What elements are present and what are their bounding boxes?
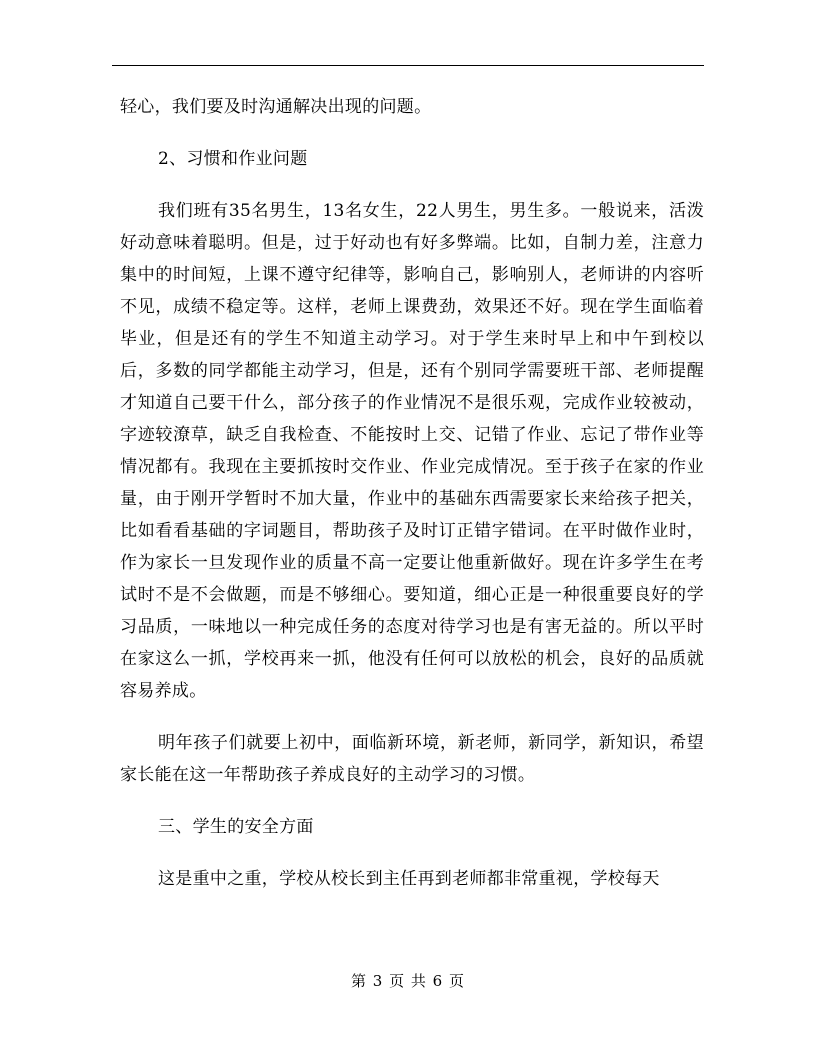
paragraph-gap (120, 707, 704, 727)
paragraph-continuation: 轻心，我们要及时沟通解决出现的问题。 (120, 97, 432, 117)
paragraph-gap (120, 123, 704, 143)
paragraph-gap (120, 175, 704, 195)
paragraph-habits-homework: 我们班有35名男生，13名女生，22人男生，男生多。一般说来，活泼好动意味着聪明。但是，过于好动也有好多弊端。比如，自制力差，注意力集中的时间短，上课不遵守纪律等，影响自己，影响别人，老师讲的内容听不见，成绩不稳定等。这样，老师上课费劲，效果还不好。现在学生面临着毕业，但是还有的学生不知道主动学习。对于学生来时早上和中午到校以后，多数的同学都能主动学习，但是，还有个别同学需要班干部、老师提醒才知道自己要干什么，部分孩子的作业情况不是很乐观，完成作业较被动，字迹较潦草，缺乏自我检查、不能按时上交、记错了作业、忘记了带作业等情况都有。我现在主要抓按时交作业、作业完成情况。至于孩子在家的作业量，由于刚开学暂时不加大量，作业中的基础东西需要家长来给孩子把关，比如看看基础的字词题目，帮助孩子及时订正错字错词。在平时做作业时，作为家长一旦发现作业的质量不高一定要让他重新做好。现在许多学生在考试时不是不会做题，而是不够细心。要知道，细心正是一种很重要良好的学习品质，一味地以一种完成任务的态度对待学习也是有害无益的。所以平时在家这么一抓，学校再来一抓，他没有任何可以放松的机会，良好的品质就容易养成。 (120, 201, 704, 701)
page-footer (0, 970, 816, 992)
header-rule (112, 65, 704, 66)
section-heading-safety: 三、学生的安全方面 (158, 817, 314, 837)
section-heading-habits-homework: 2、习惯和作业问题 (158, 149, 308, 169)
paragraph-gap (120, 791, 704, 811)
paragraph-gap (120, 843, 704, 863)
document-body (120, 91, 704, 895)
paragraph-junior-high: 明年孩子们就要上初中，面临新环境，新老师，新同学，新知识，希望家长能在这一年帮助孩子养成良好的主动学习的习惯。 (120, 733, 704, 785)
paragraph-safety: 这是重中之重，学校从校长到主任再到老师都非常重视，学校每天 (158, 869, 660, 889)
page-number: 第 3 页 共 6 页 (351, 972, 465, 990)
